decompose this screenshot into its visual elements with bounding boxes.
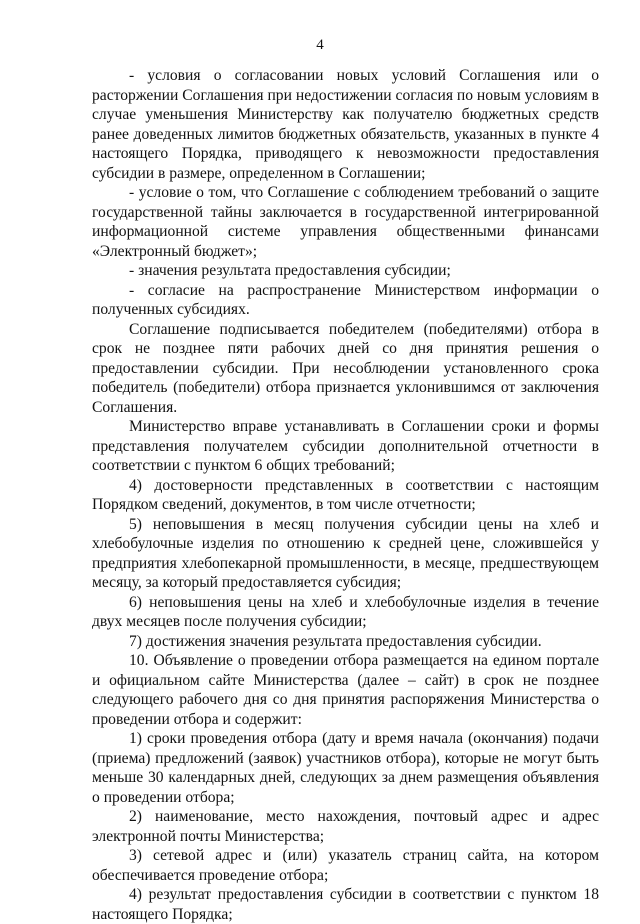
paragraph-section-10-announcement: 10. Объявление о проведении отбора размещается на едином портале и официальном сайте Министерства (далее – сайт) в срок не позднее следующего рабочего дня со дня принятия распоряжения Министерства о проведении отбора и содержит: [92, 652, 599, 728]
paragraph-item-6-two-months: 6) неповышения цены на хлеб и хлебобулочные изделия в течение двух месяцев после получения субсидии; [92, 593, 599, 630]
paragraph-announcement-item-1: 1) сроки проведения отбора (дату и время начала (окончания) подачи (приема) предложений (заявок) участников отбора), которые не могут быть меньше 30 календарных дней, следующих за днем размещения объявления о проведении отбора; [92, 730, 599, 806]
paragraph-result-values: - значения результата предоставления субсидии; [129, 262, 451, 279]
paragraph-agreement-change-conditions: - условия о согласовании новых условий Соглашения или о расторжении Соглашения при недостижении согласия по новым условиям в случае уменьшения Министерству как получателю бюджетных средств ранее доведенных лимитов бюджетных обязательств, указанных в пункте 4 настоящего Порядка, приводящего к невозможности предоставления субсидии в размере, определенном в Соглашении; [92, 67, 599, 182]
paragraph-announcement-item-2: 2) наименование, место нахождения, почтовый адрес и адрес электронной почты Министерства; [92, 808, 599, 845]
paragraph-additional-reporting: Министерство вправе устанавливать в Соглашении сроки и формы представления получателем субсидии дополнительной отчетности в соответствии с пунктом 6 общих требований; [92, 418, 599, 474]
document-body [92, 66, 599, 924]
paragraph-agreement-signing: Соглашение подписывается победителем (победителями) отбора в срок не позднее пяти рабочих дней со дня принятия решения о предоставлении субсидии. При несоблюдении установленного срока победитель (победители) отбора признается уклонившимся от заключения Соглашения. [92, 320, 599, 416]
paragraph-item-5-price-non-increase: 5) неповышения в месяц получения субсидии цены на хлеб и хлебобулочные изделия по отношению к средней цене, сложившейся у предприятия хлебопекарной промышленности, в месяце, предшествующем месяцу, за который предоставляется субсидия; [92, 515, 599, 591]
paragraph-announcement-item-3: 3) сетевой адрес и (или) указатель страниц сайта, на котором обеспечивается проведение отбора; [92, 847, 599, 884]
paragraph-item-7-result: 7) достижения значения результата предоставления субсидии. [129, 632, 542, 650]
paragraph-state-secret-condition: - условие о том, что Соглашение с соблюдением требований о защите государственной тайны заключается в государственной интегрированной информационной системе управления общественными финансами «Электронный бюджет»; [92, 184, 599, 260]
page-number: 4 [316, 37, 324, 53]
paragraph-item-4-reliability: 4) достоверности представленных в соответствии с настоящим Порядком сведений, документов, в том числе отчетности; [92, 476, 599, 513]
paragraph-announcement-item-4: 4) результат предоставления субсидии в соответствии с пунктом 18 настоящего Порядка; [92, 886, 599, 923]
paragraph-information-consent: - согласие на распространение Министерством информации о полученных субсидиях. [92, 281, 599, 318]
